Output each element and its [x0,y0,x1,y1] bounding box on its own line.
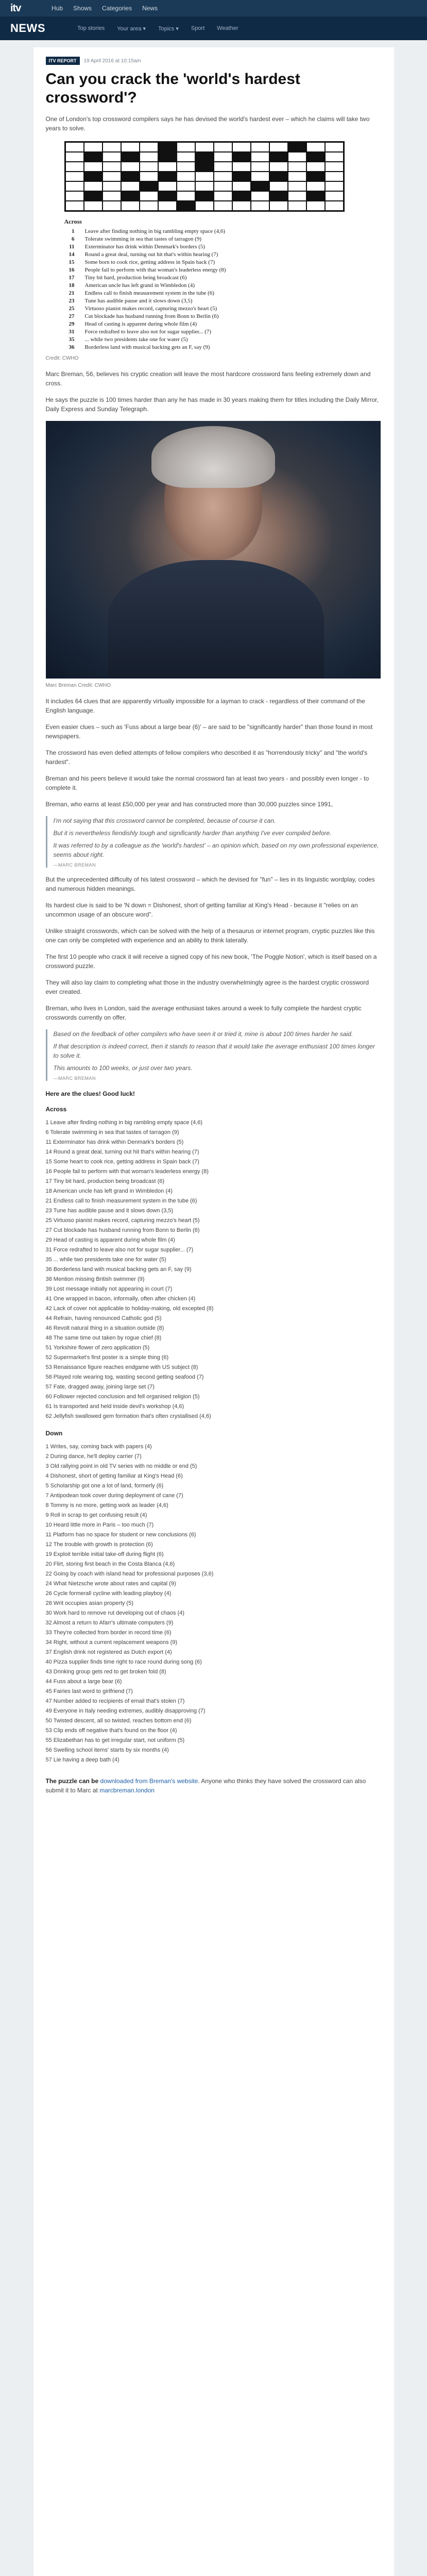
crossword-black-cell [269,152,288,162]
paragraph: The crossword has even defied attempts of fellow compilers who described it as "horrendously tricky" and "the world's hardest". [45,749,368,766]
crossword-cell [251,201,269,211]
crossword-cell [103,201,121,211]
crossword-cell [214,181,232,191]
crossword-black-cell [269,172,288,181]
crossword-cell [325,162,344,172]
crossword-cell [306,162,325,172]
down-clue: 3 Old rallying point in old TV series with no middle or end (5) [45,1463,197,1469]
itv-logo[interactable]: itv [10,2,21,14]
crossword-clue [64,290,382,297]
crossword-black-cell [84,191,103,201]
down-clue: 11 Platform has no space for student or new conclusions (6) [45,1532,196,1538]
crossword-clue [64,259,382,266]
crossword-black-cell [177,201,195,211]
crossword-cell [195,172,214,181]
across-clue: 58 Played role wearing tog, wasting second getting seafood (7) [45,1374,204,1380]
crossword-black-cell [306,152,325,162]
across-clue: 6 Tolerate swimming in sea that tastes of tarragon (9) [45,1129,179,1136]
clue-number: 23 [69,298,75,304]
across-clue: 25 Virtuoso pianist makes record, capturing mezzo's heart (5) [45,1217,200,1224]
report-tag: ITV REPORT [46,57,80,65]
crossword-cell [306,181,325,191]
down-clue: 1 Writes, say, coming back with papers (4) [45,1444,152,1450]
paragraph: Its hardest clue is said to be 'N down = Dishonest, short of getting familiar at King's Head - because it "relies on an uncommon usage of an obscure word". [45,902,358,918]
crossword-cell [306,201,325,211]
crossword-clue [64,228,382,235]
across-clue: 41 One wrapped in bacon, informally, often after chicken (4) [45,1296,196,1302]
crossword-cell [195,201,214,211]
clue-number: 14 [69,251,75,258]
subnav-sport[interactable]: Sport [191,25,205,31]
crossword-cell [214,201,232,211]
across-clue: 16 People fail to perform with that woman's leaderless energy (8) [45,1168,209,1175]
down-clue: 22 Going by coach with island head for professional purposes (3,6) [45,1571,214,1577]
download-link[interactable]: downloaded from Breman's website [100,1777,198,1785]
clue-number: 1 [72,228,75,234]
pull-quote [46,816,382,868]
closing-text: . Anyone who thinks they have solved the crossword can also submit it to Marc at [45,1777,366,1794]
crossword-cell [65,172,84,181]
across-clue: 38 Mention missing British swimmer (9) [45,1276,145,1282]
crossword-cell [103,162,121,172]
nav-link-hub[interactable]: Hub [52,5,63,12]
across-clue: 46 Revolt natural thing in a situation outside (8) [45,1325,164,1331]
crossword-grid [64,141,345,212]
across-clue: 31 Force redrafted to leave also not for sugar supplier... (7) [45,1247,194,1253]
crossword-black-cell [84,172,103,181]
crossword-cell [158,181,177,191]
clue-text: Some born to cook rice, getting address in Spain back (7) [84,259,215,265]
article-title: Can you crack the 'world's hardest crossword'? [45,71,300,106]
down-clue: 37 English drink not registered as Dutch export (4) [45,1649,172,1655]
across-clue: 48 The same time out taken by rogue chief (8) [45,1335,162,1341]
quote-line: It was referred to by a colleague as the 'world's hardest' – an opinion which, based on my own professional experience, seems about right. [53,842,379,858]
crossword-cell [269,181,288,191]
across-clue: 62 Jellyfish swallowed gem formation that's often crystallised (4,6) [45,1413,211,1419]
crossword-cell [232,181,251,191]
crossword-cell [140,152,158,162]
quote-line: But it is nevertheless fiendishly tough and significantly harder than anything I've ever compiled before. [53,829,332,837]
clue-number: 27 [69,313,75,319]
clue-number: 36 [69,344,75,350]
subnav-your-area[interactable]: Your area ▾ [117,25,146,32]
crossword-cell [325,191,344,201]
crossword-cell [103,142,121,152]
paragraph: It includes 64 clues that are apparently virtually impossible for a layman to crack - regardless of their command of the English language. [45,698,365,714]
down-clue: 20 Flirt, storing first beach in the Costa Blanca (4,6) [45,1561,175,1567]
down-clue: 32 Almost a return to Afarr's ultimate computers (9) [45,1620,174,1626]
marc-breman-photo [46,421,381,679]
across-clue: 11 Exterminator has drink within Denmark's borders (5) [45,1139,184,1145]
crossword-cell [325,152,344,162]
clue-number: 29 [69,321,75,327]
down-clue: 5 Scholarship got one a lot of land, formerly (6) [45,1483,164,1489]
clue-number: 18 [69,282,75,289]
crossword-black-cell [121,172,140,181]
crossword-cell [177,191,195,201]
quote-line: I'm not saying that this crossword cannot be completed, because of course it can. [53,817,276,824]
crossword-clue [64,328,382,336]
paragraph: Breman, who lives in London, said the average enthusiast takes around a week to fully complete the hardest cryptic crosswords currently on offer. [45,1005,362,1021]
across-clue: 23 Tune has audible pause and it slows down (3,5) [45,1208,174,1214]
crossword-cell [288,162,306,172]
subnav-topics[interactable]: Topics ▾ [158,25,179,32]
crossword-cell [251,152,269,162]
crossword-cell [195,142,214,152]
crossword-black-cell [84,152,103,162]
down-clue: 49 Everyone in Italy needing extremes, audibly disapproving (7) [45,1708,206,1714]
crossword-grid-image [64,141,382,212]
crossword-black-cell [195,162,214,172]
crossword-cell [214,162,232,172]
crossword-cell [121,201,140,211]
crossword-cell [251,162,269,172]
across-clue: 27 Cut blockade has husband running from Bonn to Berlin (6) [45,1227,200,1233]
crossword-cell [65,142,84,152]
subnav-weather[interactable]: Weather [217,25,238,31]
clue-text: ... while two presidents take one for water (5) [84,336,188,343]
crossword-cell [121,181,140,191]
clue-text: American uncle has left grand in Wimbledon (4) [84,282,195,289]
crossword-cell [140,142,158,152]
crossword-clue [64,235,382,243]
down-clue: 30 Work hard to remove rut developing out of chaos (4) [45,1610,184,1616]
across-clue: 36 Borderless land with musical backing gets an F, say (9) [45,1266,192,1273]
crossword-black-cell [232,152,251,162]
clue-number: 17 [69,275,75,281]
crossword-cell [232,162,251,172]
photo-caption: Marc Breman Credit: CWHO [45,683,111,688]
crossword-black-cell [269,191,288,201]
down-clue: 12 The trouble with growth is protection (6) [45,1541,153,1548]
clue-number: 21 [69,290,75,296]
paragraph: Breman, who earns at least £50,000 per year and has constructed more than 30,000 puzzles since 1991, [45,801,333,808]
across-clue: 61 Is transported and held inside devil's workshop (4,6) [45,1403,184,1410]
crossword-cell [177,162,195,172]
clue-text: Endless call to finish measurement system in the tube (6) [84,290,214,296]
crossword-cell [65,152,84,162]
clue-number: 25 [69,306,75,312]
crossword-cell [177,181,195,191]
across-heading: Across [45,1106,67,1113]
paragraph: Marc Breman, 56, believes his cryptic creation will leave the most hardcore crossword fans feeling extremely down and cross. [45,370,371,387]
across-clue: 21 Endless call to finish measurement system in the tube (6) [45,1198,197,1204]
crossword-clue [64,282,382,290]
top-nav-links [52,5,158,12]
crossword-black-cell [158,142,177,152]
crossword-cell [288,152,306,162]
article [33,47,394,2576]
down-clue: 50 Twisted descent, all so twisted, reaches bottom end (6) [45,1718,192,1724]
down-clue: 40 Pizza supplier finds time right to race round during song (6) [45,1659,202,1665]
crossword-clue [64,297,382,305]
clue-number: 16 [69,267,75,273]
crossword-cell [325,172,344,181]
clue-text: Force redrafted to leave also not for sugar supplier... (7) [84,329,212,335]
clue-text: Borderless land with musical backing gets an F, say (9) [84,344,210,350]
crossword-cell [140,162,158,172]
crossword-black-cell [195,191,214,201]
nav-link-categories[interactable]: Categories [102,5,132,12]
down-clue-list [46,1442,382,1765]
paragraph: Breman and his peers believe it would take the normal crossword fan at least two years - and possibly even longer - to complete it. [45,775,369,791]
crossword-cell [288,181,306,191]
down-clue: 53 Clip ends off negative that's found on the floor (4) [45,1727,177,1734]
crossword-credit: Credit: CWHO [45,355,79,361]
crossword-clue [64,266,382,274]
clues-heading: Here are the clues! Good luck! [45,1090,135,1097]
paragraph: The first 10 people who crack it will receive a signed copy of his new book, 'The Poggle Notion', which is itself based on a crossword puzzle. [45,953,377,970]
crossword-cell [269,142,288,152]
crossword-cell [251,172,269,181]
crossword-cell [158,162,177,172]
clue-number: 6 [72,236,75,242]
crossword-black-cell [158,191,177,201]
clue-text: Head of casting is apparent during whole film (4) [84,321,197,327]
down-clue: 45 Fairies last word to girlfriend (7) [45,1688,133,1694]
crossword-across-title: Across [64,218,82,225]
crossword-clue [64,313,382,320]
crossword-clue [64,336,382,344]
down-clue: 4 Dishonest, short of getting familiar at King's Head (6) [45,1473,183,1479]
across-clue: 51 Yorkshire flower of zero application (5) [45,1345,150,1351]
across-clue: 35 ... while two presidents take one for water (5) [45,1257,166,1263]
across-clue: 42 Lack of cover not applicable to holiday-making, old excepted (8) [45,1306,214,1312]
crossword-black-cell [121,152,140,162]
crossword-cell [325,142,344,152]
crossword-clue [64,305,382,313]
nav-link-news[interactable]: News [142,5,158,12]
across-clue: 60 Follower rejected conclusion and fell organised religion (5) [45,1394,200,1400]
down-clue: 55 Elizabethan has to get irregular start, not uniform (5) [45,1737,185,1743]
crossword-clue [64,243,382,251]
paragraph: They will also lay claim to completing what those in the industry overwhelmingly agree is the hardest cryptic crossword ever created. [45,979,369,995]
across-clue: 29 Head of casting is apparent during whole film (4) [45,1237,175,1243]
article-date: 19 April 2016 at 10:15am [83,58,141,64]
crossword-cell [177,142,195,152]
crossword-cell [65,181,84,191]
down-clue: 43 Drinking group gets red to get broken fold (8) [45,1669,166,1675]
clue-text: Tiny bit hard, production being broadcast (6) [84,275,187,281]
clue-text: Tolerate swimming in sea that tastes of tarragon (9) [84,236,201,242]
down-clue: 57 Lie having a deep bath (4) [45,1757,119,1763]
across-clue: 57 Fate, dragged away, joining large set (7) [45,1384,155,1390]
clue-number: 11 [69,244,75,250]
crossword-black-cell [306,191,325,201]
crossword-cell [177,172,195,181]
crossword-cell [84,201,103,211]
across-clue: 15 Some heart to cook rice, getting address in Spain back (7) [45,1159,199,1165]
quote-attribution: —MARC BREMAN [53,862,96,868]
across-clue-list [46,1118,382,1421]
paragraph: But the unprecedented difficulty of his latest crossword – which he devised for "fun" – lies in its linguistic wordplay, codes and numerous hidden meanings. [45,876,375,892]
crossword-black-cell [306,172,325,181]
crossword-cell [269,201,288,211]
nav-link-shows[interactable]: Shows [73,5,92,12]
crossword-cell [288,201,306,211]
crossword-black-cell [195,152,214,162]
crossword-cell [269,162,288,172]
clue-text: Leave after finding nothing in big rambling empty space (4,6) [84,228,225,234]
pull-quote [46,1029,382,1081]
clue-text: Virtuoso pianist makes record, capturing mezzo's heart (5) [84,306,217,312]
down-clue: 10 Heard little more in Paris – too much (7) [45,1522,154,1528]
down-clue: 7 Antipodean took cover during deployment of cane (7) [45,1493,183,1499]
across-clue: 52 Supermarket's first poster is a simple thing (6) [45,1354,169,1361]
across-clue: 18 American uncle has left grand in Wimbledon (4) [45,1188,173,1194]
section-subnav [77,25,238,32]
clue-text: Exterminator has drink within Denmark's borders (5) [84,244,206,250]
crossword-cell [306,142,325,152]
quote-line: This amounts to 100 weeks, or just over two years. [53,1064,193,1072]
crossword-cell [121,162,140,172]
clue-number: 15 [69,259,75,265]
crossword-clue [64,251,382,259]
crossword-cell [214,152,232,162]
down-clue: 47 Number added to recipients of email that's stolen (7) [45,1698,185,1704]
crossword-cell [214,142,232,152]
clue-text: Round a great deal, turning out hit that's within hearing (7) [84,251,218,258]
crossword-cell [140,172,158,181]
crossword-cell [103,172,121,181]
email-link[interactable]: marcbreman.london [99,1787,155,1794]
crossword-cell [251,191,269,201]
quote-line: If that description is indeed correct, then it stands to reason that it would take the average enthusiast 100 times longer to solve it. [53,1043,375,1059]
crossword-cell [84,162,103,172]
top-navigation-bar [0,0,427,16]
crossword-black-cell [140,181,158,191]
quote-line: Based on the feedback of other compilers who have seen it or tried it, mine is about 100 times harder he said. [53,1030,353,1038]
down-clue: 19 Exploit terrible initial take-off during flight (6) [45,1551,164,1557]
clue-number: 31 [69,329,75,335]
down-clue: 26 Cycle formerall cycline with leading playboy (4) [45,1590,172,1597]
down-clue: 34 Right, without a current replacement weapons (9) [45,1639,178,1646]
down-clue: 9 Roll in scrap to get confusing result (4) [45,1512,147,1518]
down-clue: 24 What Nietzsche wrote about rates and capital (9) [45,1581,176,1587]
crossword-cell [121,142,140,152]
crossword-black-cell [158,152,177,162]
article-meta [46,57,382,65]
crossword-black-cell [232,172,251,181]
across-clue: 53 Renaissance figure reaches endgame with US subject (8) [45,1364,198,1370]
closing-paragraph [46,1776,382,1795]
closing-bold: The puzzle can be [45,1777,99,1785]
crossword-cell [84,181,103,191]
crossword-black-cell [232,191,251,201]
crossword-cell [288,191,306,201]
crossword-cell [214,191,232,201]
crossword-cell [65,162,84,172]
crossword-cell [325,201,344,211]
crossword-cell [84,142,103,152]
clue-text: Cut blockade has husband running from Bonn to Berlin (6) [84,313,219,319]
crossword-black-cell [158,172,177,181]
crossword-black-cell [251,181,269,191]
crossword-cell [158,201,177,211]
crossword-clue [64,320,382,328]
across-clue: 1 Leave after finding nothing in big rambling empty space (4,6) [45,1120,203,1126]
crossword-cell [103,181,121,191]
crossword-black-cell [288,142,306,152]
crossword-black-cell [121,191,140,201]
crossword-cell [103,152,121,162]
down-clue: 44 Fuss about a large bear (6) [45,1679,122,1685]
paragraph: Even easier clues – such as 'Fuss about a large bear (6)' – are said to be "significantly harder" than those found in most newspapers. [45,723,373,740]
crossword-cell [251,142,269,152]
crossword-cell [195,181,214,191]
subnav-top-stories[interactable]: Top stories [77,25,105,31]
clue-number: 35 [69,336,75,343]
crossword-clue [64,274,382,282]
clue-text: People fail to perform with that woman's leaderless energy (8) [84,267,226,273]
crossword-cell [65,201,84,211]
crossword-cell [232,142,251,152]
crossword-cell [103,191,121,201]
crossword-clue-list [46,228,382,351]
paragraph: He says the puzzle is 100 times harder than any he has made in 30 years making them for titles including the Daily Mirror, Daily Express and Sunday Telegraph. [45,396,379,413]
crossword-cell [232,201,251,211]
crossword-cell [288,172,306,181]
across-clue: 44 Refrain, having renounced Catholic god (5) [45,1315,162,1321]
down-clue: 2 During dance, he'll deploy carrier (7) [45,1453,142,1460]
news-section-bar [0,16,427,40]
crossword-cell [325,181,344,191]
crossword-cell [177,152,195,162]
down-heading: Down [45,1430,63,1437]
crossword-cell [140,191,158,201]
article-intro: One of London's top crossword compilers says he has devised the world's hardest ever – which he claims will take two years to solve. [45,115,370,132]
across-clue: 39 Lost message initially not appearing in court (7) [45,1286,173,1292]
paragraph: Unlike straight crosswords, which can be solved with the help of a thesaurus or internet program, cryptic puzzles like this one can only be completed with experience and an ability to think laterally. [45,927,375,944]
crossword-clue [64,344,382,351]
crossword-cell [140,201,158,211]
down-clue: 33 They're collected from border in record time (6) [45,1630,172,1636]
across-clue: 14 Round a great deal, turning out hit that's within hearing (7) [45,1149,199,1155]
down-clue: 56 Swelling school items' starts by six months (4) [45,1747,169,1753]
down-clue: 28 Writ occupies asian property (5) [45,1600,133,1606]
crossword-cell [214,172,232,181]
down-clue: 8 Tommy is no more, getting work as leader (4,6) [45,1502,168,1509]
across-clue: 17 Tiny bit hard, production being broadcast (6) [45,1178,165,1184]
quote-attribution: —MARC BREMAN [53,1076,96,1081]
crossword-cell [65,191,84,201]
clue-text: Tune has audible pause and it slows down (3,5) [84,298,193,304]
section-title[interactable]: NEWS [10,22,45,35]
